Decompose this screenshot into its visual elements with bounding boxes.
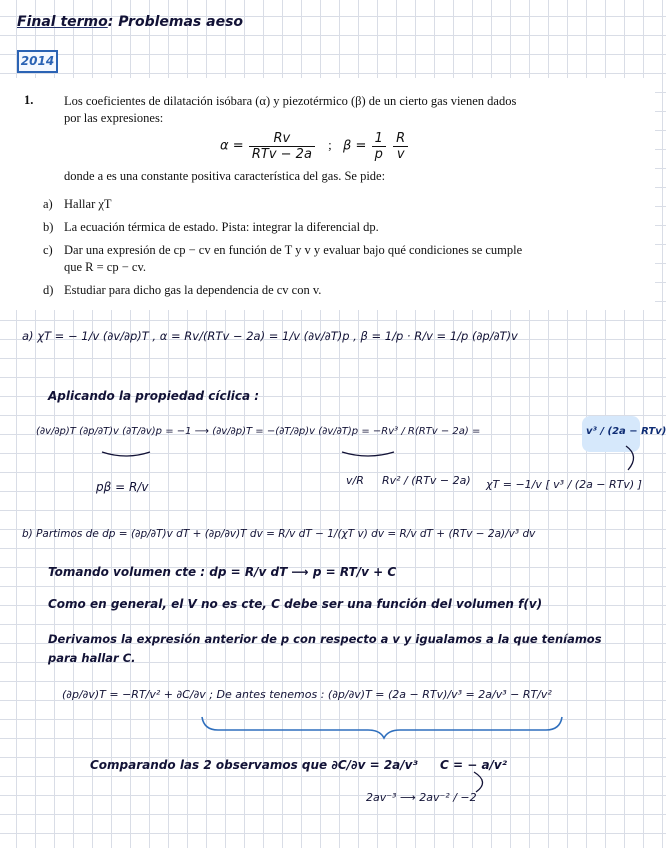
question-label: b) [43, 220, 54, 234]
note-derivamos-line1: Derivamos la expresión anterior de p con respecto a v y igualamos a la que teníamos [48, 632, 602, 646]
note-general-line: Como en general, el V no es cte, C debe ser una función del volumen f(v) [48, 597, 543, 611]
note-chi-result: χT = −1/v [ v³ / (2a − RTv) ] [486, 478, 642, 491]
question-text: Dar una expresión de cp − cv en función de T y v y evaluar bajo qué condiciones se cumple que R = cp − cv. [64, 243, 523, 274]
note-integral: 2av⁻³ ⟶ 2av⁻² / −2 [366, 791, 477, 804]
alpha-lhs: α = [220, 138, 244, 154]
problem-number: 1. [24, 93, 34, 107]
hook-arrow-bottom [474, 772, 483, 792]
question-label: a) [43, 197, 53, 211]
note-ciclica-equation: (∂v/∂p)T (∂p/∂T)v (∂T/∂v)p = −1 ⟶ (∂v/∂p)T = −(∂T/∂p)v (∂v/∂T)p = −Rv³ / R(RTv − 2a) = [36, 426, 481, 437]
question-text: Estudiar para dicho gas la dependencia de cv con v. [64, 283, 322, 297]
note-ciclica-result: v³ / (2a − RTv) [586, 426, 666, 437]
question-text: La ecuación térmica de estado. Pista: integrar la diferencial dp. [64, 220, 379, 234]
hook-arrow-right [626, 446, 634, 470]
note-ciclica-title: Aplicando la propiedad cíclica : [48, 389, 260, 403]
compare-brace [202, 717, 562, 738]
note-under-left: v/R [346, 474, 364, 487]
formula-separator: ; [328, 137, 332, 153]
note-a-definitions: a) χT = − 1/v (∂v/∂p)T , α = Rv/(RTv − 2a) = 1/v (∂v/∂T)p , β = 1/p · R/v = 1/p (∂p/∂T)v [22, 329, 518, 343]
year-badge: 2014 [17, 50, 58, 73]
beta-lhs: β = [343, 138, 367, 154]
question-label: c) [43, 243, 53, 257]
beta-numerator-2: R [393, 131, 408, 147]
note-under-mid: Rv² / (RTv − 2a) [382, 474, 471, 487]
question-label: d) [43, 283, 54, 297]
beta-numerator-1: 1 [372, 131, 386, 147]
problem-intro: Los coeficientes de dilatación isóbara (α) y piezotérmico (β) de un cierto gas vienen dados por las expresiones: [64, 94, 517, 125]
beta-denominator-2: v [396, 147, 405, 162]
note-compare-equation: (∂p/∂v)T = −RT/v² + ∂C/∂v ; De antes tenemos : (∂p/∂v)T = (2a − RTv)/v³ = 2a/v³ − RT/v² [62, 688, 552, 701]
underbrace-mid [342, 452, 394, 456]
note-b-line: b) Partimos de dp = (∂p/∂T)v dT + (∂p/∂v)T dv = R/v dT − 1/(χT v) dv = R/v dT + (RTv − 2a)/v³ dv [22, 528, 536, 540]
problem-description: donde a es una constante positiva característica del gas. Se pide: [64, 169, 386, 183]
note-p-beta: pβ = R/v [96, 480, 149, 494]
note-volumen-line: Tomando volumen cte : dp = R/v dT ⟶ p = RT/v + C [48, 565, 397, 579]
question-text: Hallar χT [64, 197, 112, 211]
title-final-termo: Final termo [17, 14, 108, 30]
note-compare-text: Comparando las 2 observamos que ∂C/∂v = 2a/v³ [90, 758, 418, 772]
alpha-numerator: Rv [249, 131, 315, 147]
underbrace-left [102, 452, 150, 456]
title-subtitle: : Problemas aeso [107, 14, 244, 30]
alpha-denominator: RTv − 2a [251, 147, 312, 162]
beta-denominator-1: p [374, 147, 383, 162]
note-derivamos-line2: para hallar C. [48, 651, 136, 665]
note-c-result: C = − a/v² [440, 758, 508, 772]
